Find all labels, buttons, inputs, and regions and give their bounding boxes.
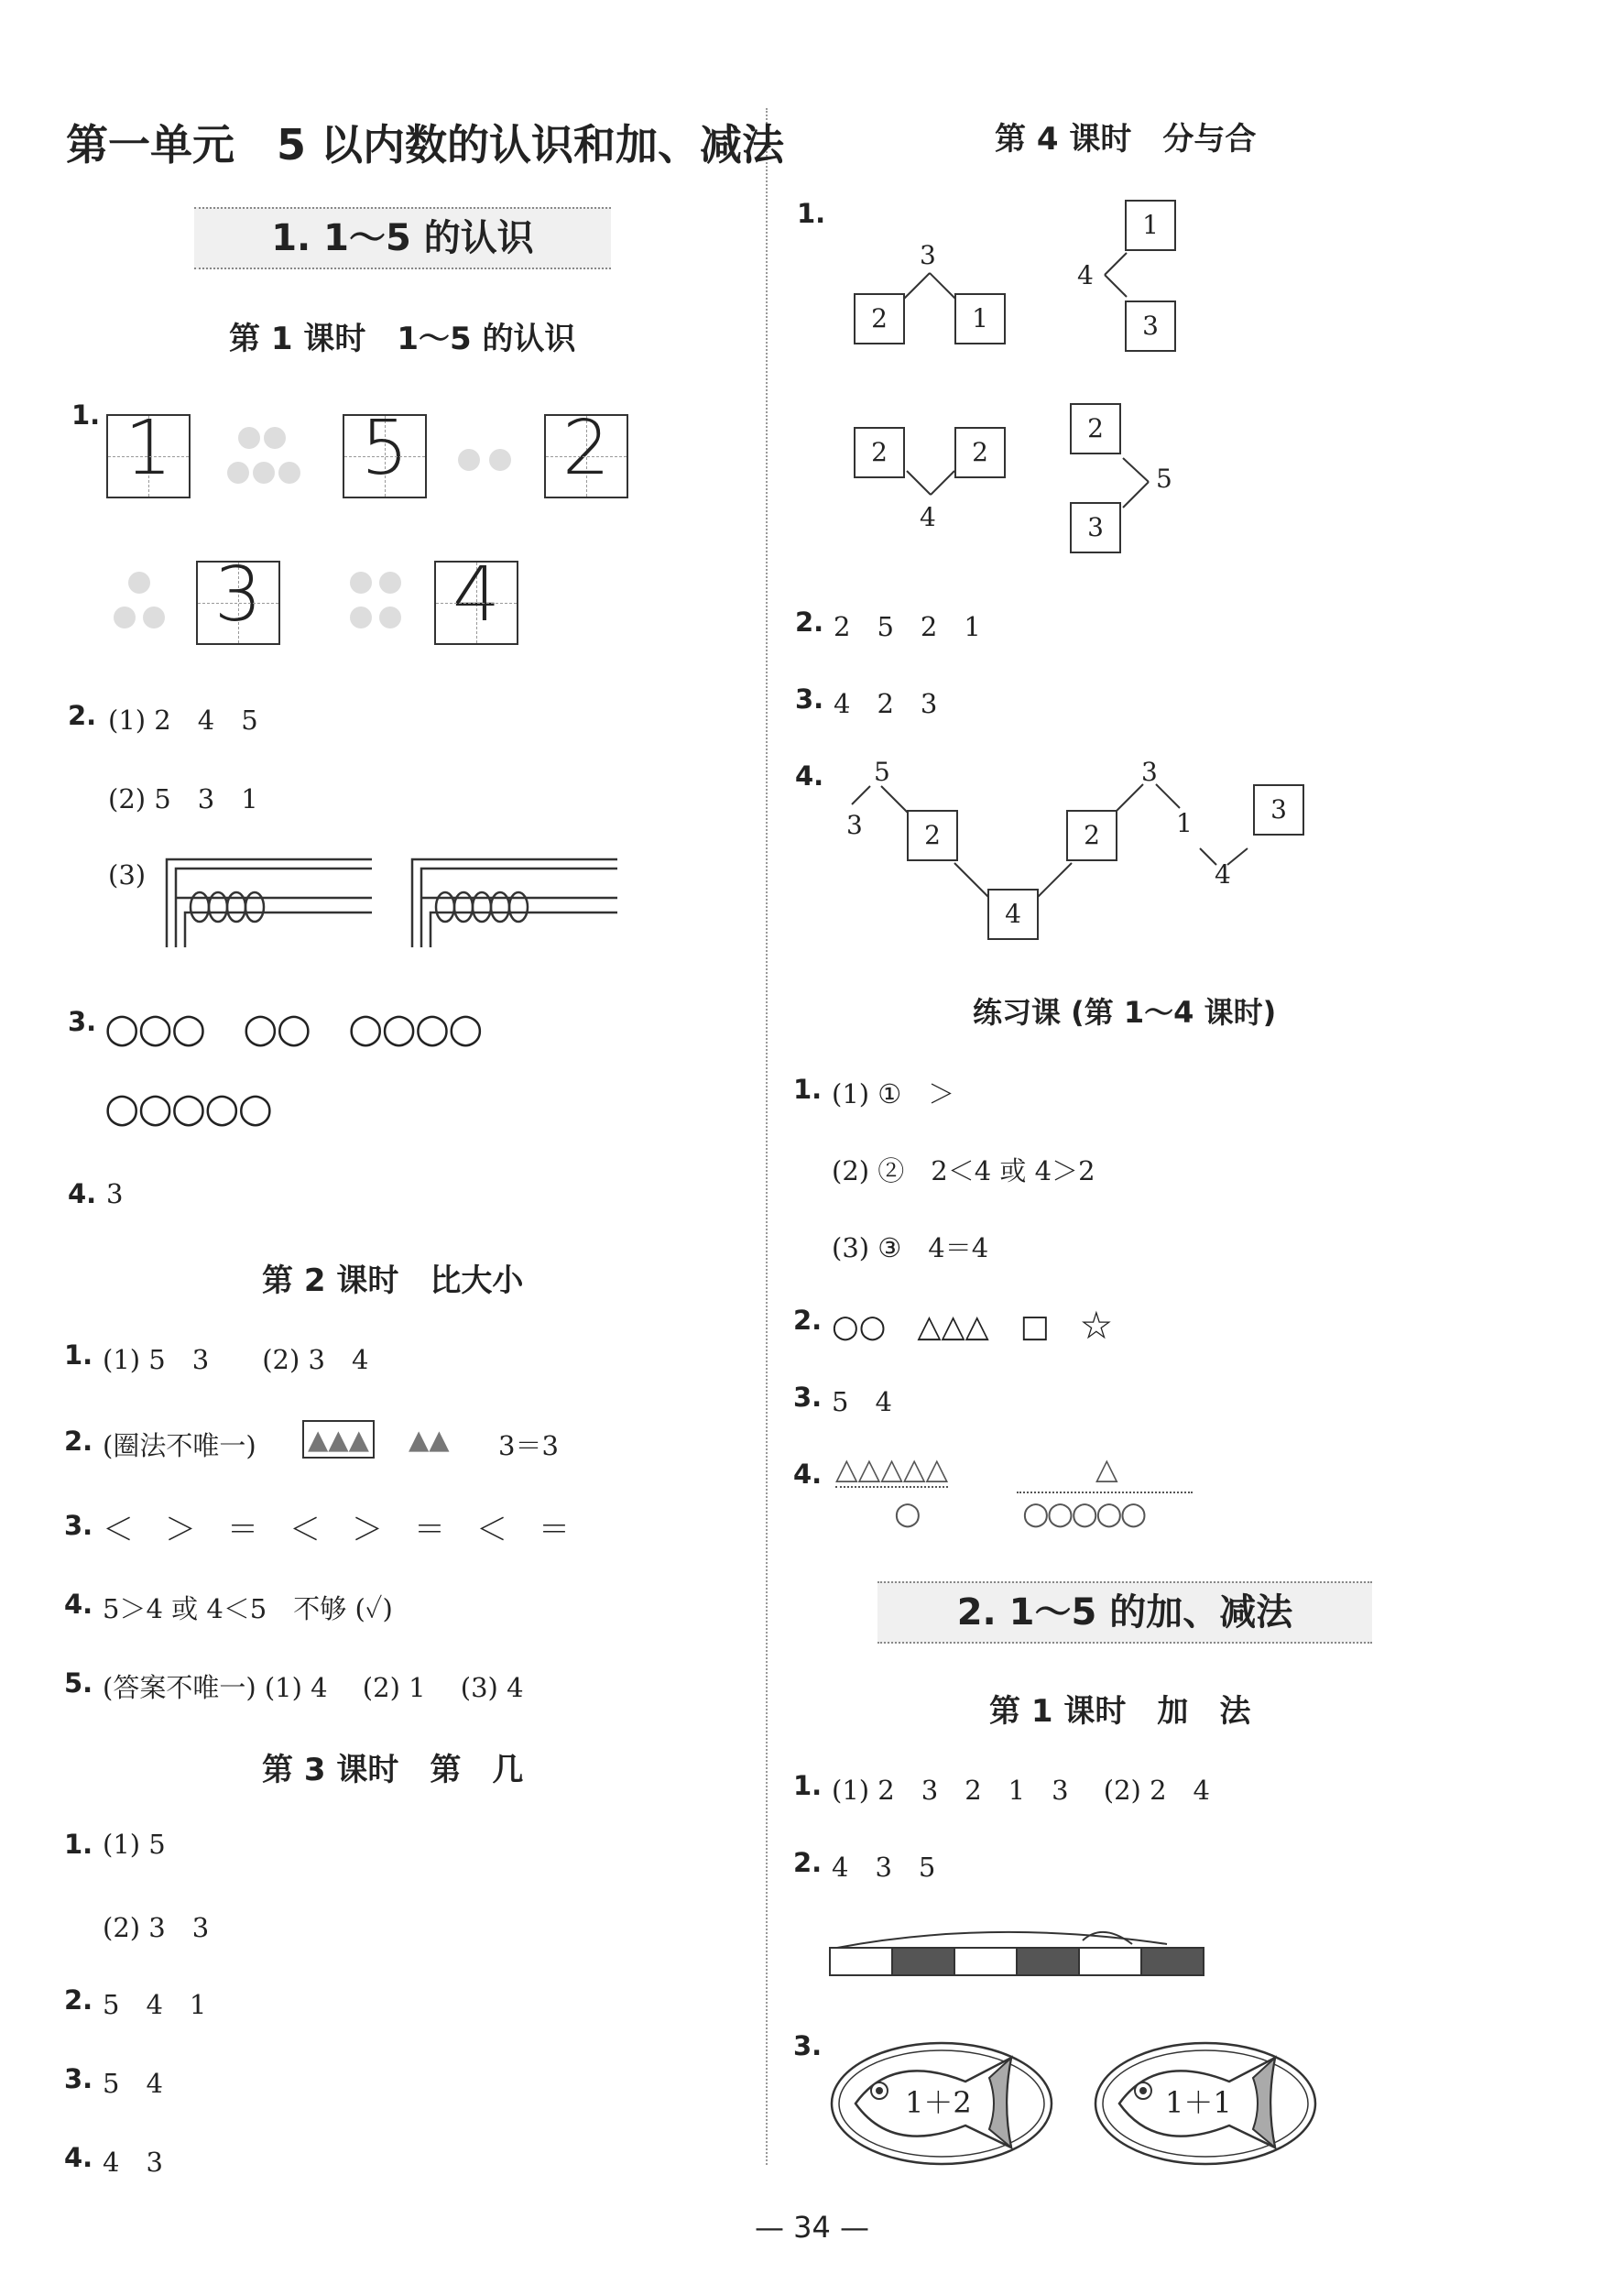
- lesson-title: 练习课 (第 1～4 课时): [973, 995, 1277, 1030]
- question-number: 2.: [64, 1426, 93, 1457]
- fish-expression: 1＋1: [1165, 2085, 1232, 2120]
- answer-text: (1) ① ＞: [832, 1078, 955, 1109]
- question-number: 1.: [64, 1829, 93, 1860]
- question-number: 1.: [793, 1770, 823, 1801]
- answer-text: 5 4: [103, 2068, 163, 2099]
- circle-row: ○○○○○: [1022, 1495, 1145, 1532]
- question-number: 3.: [68, 1006, 97, 1037]
- zigzag-box: 2: [1066, 810, 1117, 861]
- question-number: 4.: [68, 1178, 97, 1209]
- question-number: 2.: [793, 1305, 823, 1336]
- answer-text: (答案不唯一) (1) 4 (2) 1 (3) 4: [103, 1672, 524, 1703]
- tree-box: 2: [854, 293, 905, 344]
- question-number: 2.: [68, 700, 97, 731]
- zigzag-value: 3: [1141, 757, 1158, 787]
- tree-box: 1: [1125, 200, 1176, 251]
- writing-grid: [544, 405, 628, 498]
- answer-text: (1) 5 3 (2) 3 4: [103, 1344, 369, 1375]
- answer-text: 4 3 5: [832, 1852, 936, 1883]
- triangles: ▲▲: [409, 1424, 450, 1455]
- dots-group-five: [222, 423, 313, 487]
- written-digit: 2: [561, 405, 611, 492]
- zigzag-box: 4: [987, 889, 1039, 940]
- dots-group-four: [343, 566, 410, 639]
- abacus-figure: [163, 856, 374, 949]
- page-number: 34: [793, 2210, 831, 2245]
- answer-text: 5＞4 或 4＜5 不够 (✓): [103, 1593, 393, 1624]
- question-number: 1.: [71, 399, 101, 431]
- question-number: 2.: [793, 1847, 823, 1878]
- answer-text: 5 4 1: [103, 1989, 207, 2020]
- section-title: 2. 1～5 的加、减法: [877, 1581, 1372, 1644]
- question-number: 1.: [797, 198, 826, 229]
- column-divider: [766, 108, 768, 2165]
- answer-text: 3＝3: [498, 1430, 559, 1461]
- question-number: 4.: [793, 1459, 823, 1490]
- tree-bottom-value: 4: [920, 502, 936, 532]
- answer-text: (1) 5: [103, 1829, 166, 1860]
- block-strip-figure: [828, 1913, 1213, 1986]
- lesson-title: 第 1 课时 1～5 的认识: [229, 321, 576, 357]
- answer-text: (3): [108, 859, 147, 891]
- question-number: 3.: [795, 683, 824, 715]
- dots-group-three: [106, 566, 174, 639]
- written-digit: 1: [124, 405, 173, 492]
- answer-text: (2) 5 3 1: [108, 783, 258, 814]
- answer-circles: ○○○ ○○ ○○○○: [104, 1005, 482, 1052]
- circle-row: ○: [894, 1495, 921, 1532]
- answer-circles: ○○○○○: [104, 1085, 271, 1131]
- answer-text: 4 2 3: [834, 688, 938, 719]
- writing-grid: [343, 405, 427, 498]
- question-number: 3.: [793, 2030, 823, 2061]
- tree-box: 2: [1070, 403, 1121, 454]
- dotted-line: [1017, 1492, 1193, 1493]
- question-number: 2.: [795, 607, 824, 638]
- fish-expression: 1＋2: [905, 2085, 972, 2120]
- written-digit: 3: [213, 552, 263, 639]
- answer-text: 4 3: [103, 2147, 163, 2178]
- zigzag-value: 1: [1176, 808, 1193, 838]
- question-number: 4.: [64, 2142, 93, 2173]
- writing-grid: [196, 552, 280, 645]
- question-number: 3.: [64, 1510, 93, 1541]
- written-digit: 5: [360, 405, 409, 492]
- question-number: 1.: [793, 1074, 823, 1105]
- writing-grid: [434, 552, 518, 645]
- zigzag-box: 3: [1253, 784, 1304, 836]
- question-number: 3.: [793, 1382, 823, 1413]
- question-number: 1.: [64, 1339, 93, 1371]
- circled-triangles: ▲▲▲: [302, 1420, 375, 1459]
- lesson-title: 第 4 课时 分与合: [995, 121, 1257, 158]
- question-number: 4.: [795, 760, 824, 792]
- writing-grid: [106, 405, 191, 498]
- answer-text: (1) 2 4 5: [108, 705, 258, 736]
- question-number: 2.: [64, 1984, 93, 2016]
- tree-right-value: 5: [1156, 464, 1172, 494]
- tree-box: 2: [954, 427, 1006, 478]
- written-digit: 4: [452, 552, 501, 639]
- lesson-title: 第 2 课时 比大小: [262, 1262, 524, 1299]
- page-number-footer: [0, 2210, 1624, 2245]
- question-number: 4.: [64, 1589, 93, 1620]
- triangle-row: △△△△△: [835, 1451, 949, 1486]
- answer-text: 5 4: [832, 1386, 892, 1417]
- answer-text: 3: [106, 1178, 124, 1209]
- unit-title: 第一单元 5 以内数的认识和加、减法: [66, 120, 785, 169]
- answer-text: (2) ② 2＜4 或 4＞2: [832, 1155, 1095, 1186]
- triangle-row: △: [1095, 1451, 1118, 1486]
- question-number: 3.: [64, 2063, 93, 2094]
- dots-group-two: [454, 443, 518, 476]
- answer-text: (2) 3 3: [103, 1912, 210, 1943]
- tree-box: 2: [854, 427, 905, 478]
- answer-text: (圈法不唯一): [103, 1430, 256, 1461]
- dash-left: —: [754, 2210, 794, 2245]
- lesson-title: 第 3 课时 第 几: [262, 1752, 524, 1788]
- zigzag-value: 5: [874, 757, 890, 787]
- answer-text: (1) 2 3 2 1 3 (2) 2 4: [832, 1775, 1210, 1806]
- answer-text: (3) ③ 4＝4: [832, 1232, 989, 1263]
- section-title: 1. 1～5 的认识: [194, 207, 611, 269]
- tree-box: 3: [1125, 301, 1176, 352]
- abacus-figure: [409, 856, 619, 949]
- zigzag-box: 2: [907, 810, 958, 861]
- question-number: 5.: [64, 1667, 93, 1699]
- answer-text: 2 5 2 1: [834, 611, 981, 642]
- tree-box: 1: [954, 293, 1006, 344]
- dash-right: —: [830, 2210, 870, 2245]
- answer-text: ＜ ＞ ＝ ＜ ＞ ＝ ＜ ＝: [103, 1512, 570, 1548]
- tree-box: 3: [1070, 502, 1121, 553]
- zigzag-value: 3: [846, 810, 863, 840]
- answer-shapes: ○○ △△△ □ ☆: [832, 1308, 1112, 1345]
- lesson-title: 第 1 课时 加 法: [989, 1693, 1251, 1730]
- tree-left-value: 4: [1077, 260, 1094, 290]
- tree-top-value: 3: [920, 240, 936, 270]
- zigzag-value: 4: [1215, 859, 1231, 890]
